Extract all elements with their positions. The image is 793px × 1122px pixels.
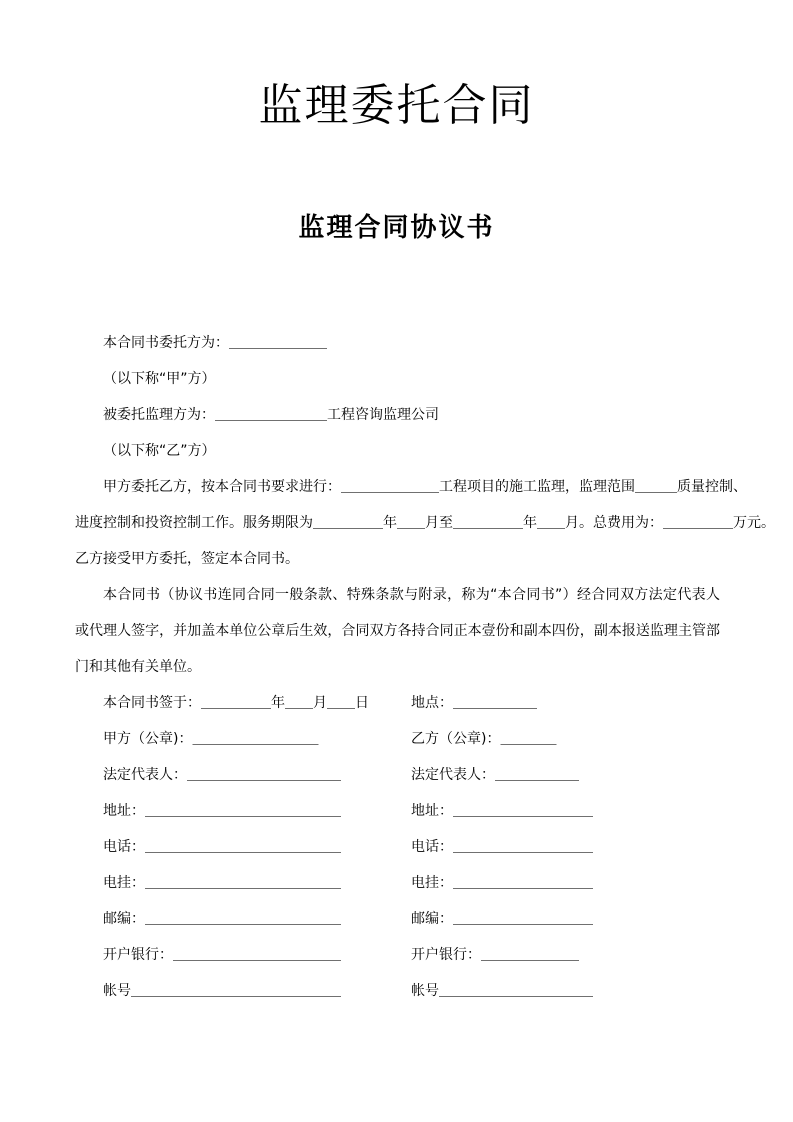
signing-date: 本合同书签于：＿＿＿＿＿年＿＿月＿＿日 [103, 695, 369, 711]
party-a-seal: 甲方（公章)：＿＿＿＿＿＿＿＿＿ [103, 731, 319, 747]
party-b-phone: 电话：＿＿＿＿＿＿＿＿＿＿ [411, 839, 593, 855]
party-b-bank: 开户银行：＿＿＿＿＿＿＿ [411, 947, 579, 963]
party-b-address: 地址：＿＿＿＿＿＿＿＿＿＿ [411, 803, 593, 819]
para2-line1-text: 本合同书（协议书连同合同一般条款、特殊条款与附录，称为“本合同书”）经合同双方法定代表人 [103, 587, 720, 603]
party-a-line: 本合同书委托方为：＿＿＿＿＿＿＿ [103, 335, 327, 351]
para2-line2-text: 或代理人签字，并加盖本单位公章后生效，合同双方各持合同正本壹份和副本四份，副本报送监理主管部 [75, 623, 720, 639]
party-b-line: 被委托监理方为：＿＿＿＿＿＿＿＿工程咨询监理公司 [103, 407, 439, 423]
party-a-address: 地址：＿＿＿＿＿＿＿＿＿＿＿＿＿＿ [103, 803, 341, 819]
party-b-seal: 乙方（公章)：＿＿＿＿ [411, 731, 557, 747]
para1-line1-text: 甲方委托乙方，按本合同书要求进行：＿＿＿＿＿＿＿工程项目的施工监理，监理范围＿＿＿质量控制、 [103, 479, 747, 495]
para1-line3: 乙方接受甲方委托，签定本合同书。 [75, 551, 299, 567]
party-b-rep: 法定代表人：＿＿＿＿＿＿ [411, 767, 579, 783]
party-a-postcode: 邮编：＿＿＿＿＿＿＿＿＿＿＿＿＿＿ [103, 911, 341, 927]
para1-line2 [75, 513, 775, 533]
para2-line1 [103, 585, 720, 605]
para2-line2 [75, 621, 720, 641]
document-title: 监理委托合同 [258, 80, 535, 131]
para1-line1 [103, 477, 747, 497]
party-a-note: （以下称“甲”方） [103, 371, 216, 387]
party-b-note: （以下称“乙”方） [103, 443, 216, 459]
party-a-bank: 开户银行：＿＿＿＿＿＿＿＿＿＿＿＿ [103, 947, 341, 963]
signing-place: 地点：＿＿＿＿＿＿ [411, 695, 537, 711]
para2-line3: 门和其他有关单位。 [75, 659, 201, 675]
document-subtitle: 监理合同协议书 [298, 213, 495, 243]
party-a-phone: 电话：＿＿＿＿＿＿＿＿＿＿＿＿＿＿ [103, 839, 341, 855]
party-a-account: 帐号＿＿＿＿＿＿＿＿＿＿＿＿＿＿＿ [103, 983, 341, 999]
party-b-telex: 电挂：＿＿＿＿＿＿＿＿＿＿ [411, 875, 593, 891]
party-a-telex: 电挂：＿＿＿＿＿＿＿＿＿＿＿＿＿＿ [103, 875, 341, 891]
party-b-account: 帐号＿＿＿＿＿＿＿＿＿＿＿ [411, 983, 593, 999]
para1-line2-text: 进度控制和投资控制工作。服务期限为＿＿＿＿＿年＿＿月至＿＿＿＿＿年＿＿月。总费用为：＿＿＿＿＿万元。 [75, 515, 775, 531]
party-b-postcode: 邮编：＿＿＿＿＿＿＿＿＿＿ [411, 911, 593, 927]
party-a-rep: 法定代表人：＿＿＿＿＿＿＿＿＿＿＿ [103, 767, 341, 783]
